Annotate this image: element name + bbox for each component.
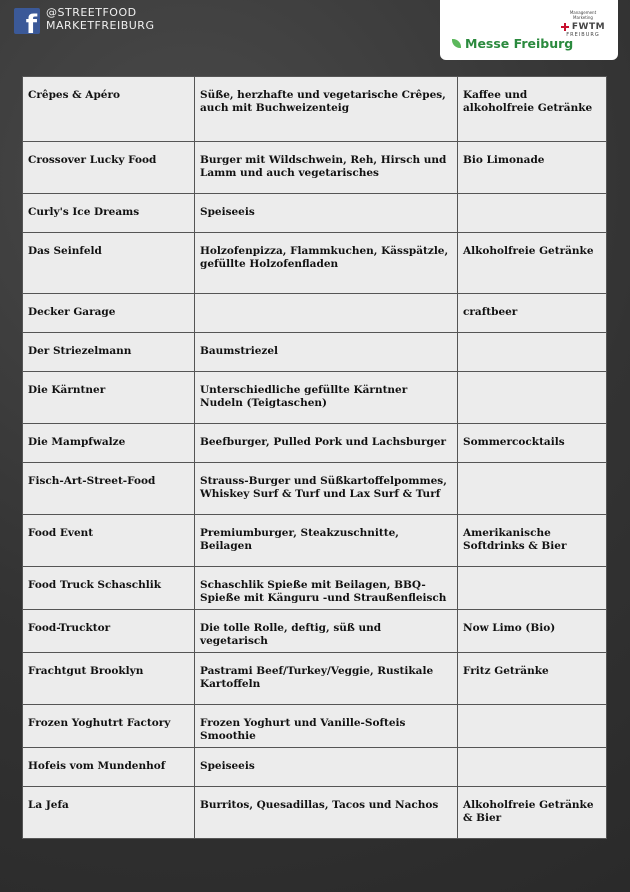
vendor-drinks: Amerikanische Softdrinks & Bier: [458, 515, 607, 567]
facebook-handle: [46, 6, 154, 32]
vendor-drinks: Kaffee und alkoholfreie Getränke: [458, 77, 607, 142]
table-row: [23, 372, 607, 424]
vendor-drinks: [458, 194, 607, 233]
vendor-name: Das Seinfeld: [23, 233, 195, 294]
messe-freiburg-logo: [452, 36, 573, 51]
table-row: [23, 787, 607, 839]
vendor-table-body: [23, 77, 607, 839]
table-row: [23, 515, 607, 567]
vendor-drinks: Alkoholfreie Getränke: [458, 233, 607, 294]
vendor-drinks: [458, 567, 607, 610]
table-row: [23, 610, 607, 653]
vendor-drinks: [458, 748, 607, 787]
table-row: [23, 705, 607, 748]
table-row: [23, 424, 607, 463]
vendor-drinks: [458, 705, 607, 748]
vendor-name: Frachtgut Brooklyn: [23, 653, 195, 705]
vendor-drinks: [458, 463, 607, 515]
table-row: [23, 194, 607, 233]
vendor-drinks: [458, 333, 607, 372]
vendor-name: La Jefa: [23, 787, 195, 839]
vendor-name: Crossover Lucky Food: [23, 142, 195, 194]
fwtm-tagline-2: Marketing: [573, 15, 593, 20]
fwtm-tagline-1: Management: [569, 10, 597, 15]
facebook-icon: f: [14, 8, 40, 34]
vendor-food: Strauss-Burger und Süßkartoffelpommes, Whiskey Surf & Turf und Lax Surf & Turf: [195, 463, 458, 515]
vendor-food: Speiseeis: [195, 194, 458, 233]
vendor-food: Burger mit Wildschwein, Reh, Hirsch und Lamm und auch vegetarisches: [195, 142, 458, 194]
vendor-name: Fisch-Art-Street-Food: [23, 463, 195, 515]
vendor-name: Frozen Yoghutrt Factory: [23, 705, 195, 748]
vendor-name: Die Kärntner: [23, 372, 195, 424]
handle-line-2: MARKETFREIBURG: [46, 19, 155, 32]
table-row: [23, 333, 607, 372]
vendor-food: Beefburger, Pulled Pork und Lachsburger: [195, 424, 458, 463]
vendor-drinks: Now Limo (Bio): [458, 610, 607, 653]
table-row: [23, 77, 607, 142]
fwtm-city: FREIBURG: [566, 32, 600, 38]
vendor-drinks: Bio Limonade: [458, 142, 607, 194]
vendor-drinks: [458, 372, 607, 424]
table-row: [23, 567, 607, 610]
vendor-name: Curly's Ice Dreams: [23, 194, 195, 233]
vendor-food: Die tolle Rolle, deftig, süß und vegetarisch: [195, 610, 458, 653]
messe-name: Messe Freiburg: [465, 36, 574, 51]
vendor-table: [22, 76, 607, 839]
vendor-name: Crêpes & Apéro: [23, 77, 195, 142]
vendor-name: Food-Trucktor: [23, 610, 195, 653]
table-row: [23, 294, 607, 333]
vendor-drinks: Sommercocktails: [458, 424, 607, 463]
table-row: [23, 233, 607, 294]
vendor-drinks: Alkoholfreie Getränke & Bier: [458, 787, 607, 839]
handle-line-1: @STREETFOOD: [46, 6, 137, 19]
vendor-food: Burritos, Quesadillas, Tacos und Nachos: [195, 787, 458, 839]
vendor-food: [195, 294, 458, 333]
vendor-name: Food Truck Schaschlik: [23, 567, 195, 610]
vendor-name: Hofeis vom Mundenhof: [23, 748, 195, 787]
table-row: [23, 142, 607, 194]
sponsor-logos: [440, 0, 618, 60]
vendor-food: Baumstriezel: [195, 333, 458, 372]
table-row: [23, 748, 607, 787]
vendor-drinks: Fritz Getränke: [458, 653, 607, 705]
vendor-food: Speiseeis: [195, 748, 458, 787]
vendor-food: Pastrami Beef/Turkey/Veggie, Rustikale Kartoffeln: [195, 653, 458, 705]
vendor-drinks: craftbeer: [458, 294, 607, 333]
vendor-name: Der Striezelmann: [23, 333, 195, 372]
vendor-food: Unterschiedliche gefüllte Kärntner Nudeln (Teigtaschen): [195, 372, 458, 424]
vendor-name: Decker Garage: [23, 294, 195, 333]
vendor-food: Holzofenpizza, Flammkuchen, Kässpätzle, gefüllte Holzofenfladen: [195, 233, 458, 294]
vendor-name: Food Event: [23, 515, 195, 567]
table-row: [23, 463, 607, 515]
fwtm-name: FWTM: [571, 22, 606, 32]
vendor-name: Die Mampfwalze: [23, 424, 195, 463]
vendor-food: Premiumburger, Steakzuschnitte, Beilagen: [195, 515, 458, 567]
fwtm-cross-icon: [561, 23, 569, 31]
fwtm-logo: [552, 10, 614, 38]
table-row: [23, 653, 607, 705]
vendor-food: Frozen Yoghurt und Vanille-Softeis Smoothie: [195, 705, 458, 748]
leaf-icon: [452, 39, 461, 48]
vendor-food: Süße, herzhafte und vegetarische Crêpes, auch mit Buchweizenteig: [195, 77, 458, 142]
vendor-food: Schaschlik Spieße mit Beilagen, BBQ- Spieße mit Känguru -und Straußenfleisch: [195, 567, 458, 610]
